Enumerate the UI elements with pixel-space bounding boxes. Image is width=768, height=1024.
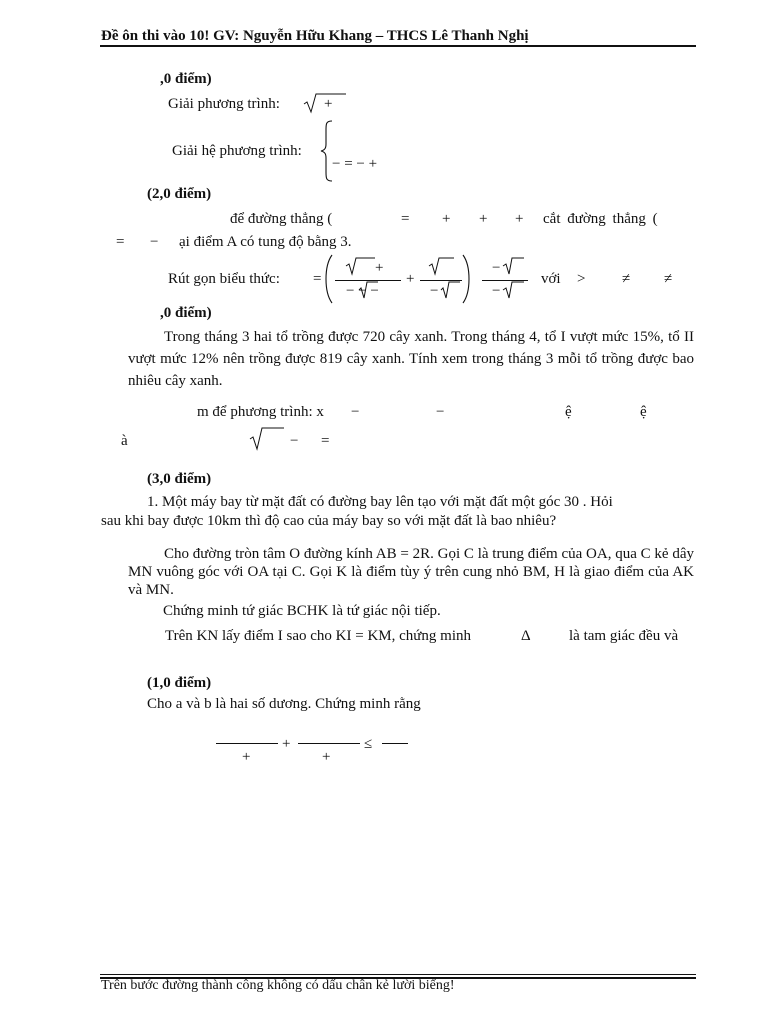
q2b-num1-sqrt-icon	[345, 256, 377, 276]
q3b-line1-start: m để phương trình: x	[197, 404, 324, 420]
q3b-eq: =	[321, 433, 330, 449]
q5-plus: +	[282, 736, 291, 752]
page-header: Đề ôn thi vào 10! GV: Nguyễn Hữu Khang – THCS Lê Thanh Nghị	[101, 28, 529, 44]
header-rule	[100, 45, 696, 47]
q5-le: ≤	[364, 736, 373, 752]
q3b-minus-3: −	[290, 433, 299, 449]
q5-frac1-bar	[216, 743, 278, 744]
q5-points: (1,0 điểm)	[147, 675, 212, 691]
q4-p4-delta: Δ	[521, 628, 531, 644]
q4-p1-line2: sau khi bay được 10km thì độ cao của máy bay so với mặt đất là bao nhiêu?	[101, 513, 557, 529]
q2a-line1-end: cắt đường thẳng (	[543, 211, 658, 227]
q2a-plus-3: +	[515, 211, 524, 227]
q2b-den2: −	[430, 283, 439, 299]
q2b-den1-sqrt-icon	[358, 280, 380, 300]
q3b-e-1: ệ	[565, 404, 572, 420]
q5-den1: +	[242, 749, 251, 765]
q3b-minus-2: −	[436, 404, 445, 420]
q2a-plus-2: +	[479, 211, 488, 227]
q3-points: ,0 điểm)	[160, 305, 212, 321]
q3a-paragraph: Trong tháng 3 hai tổ trồng được 720 cây xanh. Trong tháng 4, tổ I vượt mức 15%, tổ II vượt mức 12% nên trồng được 819 cây xanh. Tính xem trong tháng 3 mỗi tổ trồng được bao nhiêu cây xanh.	[128, 329, 694, 389]
q2b-paren-right-icon	[462, 254, 472, 304]
q4-p1-line1: 1. Một máy bay từ mặt đất có đường bay lên tạo với mặt đất một góc 30 . Hỏi	[147, 494, 613, 510]
footer-rule-thin	[100, 974, 696, 975]
q1a-sqrt-content: +	[324, 96, 333, 112]
q4-p4-end: là tam giác đều và	[569, 628, 679, 644]
q2b-den1: − − −	[346, 283, 379, 299]
q2a-line1-start: để đường thẳng (	[230, 211, 333, 227]
q2b-gt: >	[577, 271, 586, 287]
q2b-with: với	[541, 271, 561, 287]
q2b-num3-sqrt-icon	[502, 256, 526, 276]
q2b-num3: −	[492, 260, 501, 276]
q5-den2: +	[322, 749, 331, 765]
q2b-num2-sqrt-icon	[428, 256, 456, 276]
q2a-plus-1: +	[442, 211, 451, 227]
q2b-den3: −	[492, 283, 501, 299]
q1-points: ,0 điểm)	[160, 71, 212, 87]
q4-points: (3,0 điểm)	[147, 471, 212, 487]
page-footer: Trên bước đường thành công không có dấu chân kẻ lười biếng!	[101, 978, 455, 993]
q3b-e-2: ệ	[640, 404, 647, 420]
q5-frac2-bar	[298, 743, 360, 744]
q1b-equation-2: − = − +	[332, 156, 378, 172]
q2a-line2-eq: =	[116, 234, 125, 250]
q2-points: (2,0 điểm)	[147, 186, 212, 202]
q3b-a: à	[121, 433, 128, 449]
q5-text: Cho a và b là hai số dương. Chứng minh rằng	[147, 696, 421, 712]
q2b-ne-1: ≠	[622, 271, 631, 287]
q2b-ne-2: ≠	[664, 271, 673, 287]
q4-p2-paragraph: Cho đường tròn tâm O đường kính AB = 2R. Gọi C là trung điểm của OA, qua C kẻ dây MN vuông góc với OA tại C. Gọi K là điểm tùy ý trên cung nhỏ BM, H là giao điểm của AK và MN.	[128, 546, 694, 598]
q3b-minus-1: −	[351, 404, 360, 420]
q2b-num1-plus: +	[375, 260, 384, 276]
q2b-den2-sqrt-icon	[440, 280, 462, 300]
q1b-label: Giải hệ phương trình:	[172, 143, 302, 159]
q2b-den3-sqrt-icon	[502, 280, 526, 300]
q2a-line2-rest: ại điểm A có tung độ bằng 3.	[179, 234, 352, 250]
q2b-plus: +	[406, 271, 415, 287]
q2b-label: Rút gọn biểu thức:	[168, 271, 280, 287]
q4-p3: Chứng minh tứ giác BCHK là tứ giác nội tiếp.	[163, 603, 441, 619]
q2a-line2-minus: −	[150, 234, 159, 250]
q3b-sqrt-icon	[249, 426, 285, 450]
q5-frac3-bar	[382, 743, 408, 744]
q2b-eq: =	[313, 271, 322, 287]
q2a-eq: =	[401, 211, 410, 227]
q1a-label: Giải phương trình:	[168, 96, 280, 112]
q4-p4-start: Trên KN lấy điểm I sao cho KI = KM, chứng minh	[165, 628, 471, 644]
q2b-paren-left-icon	[323, 254, 333, 304]
